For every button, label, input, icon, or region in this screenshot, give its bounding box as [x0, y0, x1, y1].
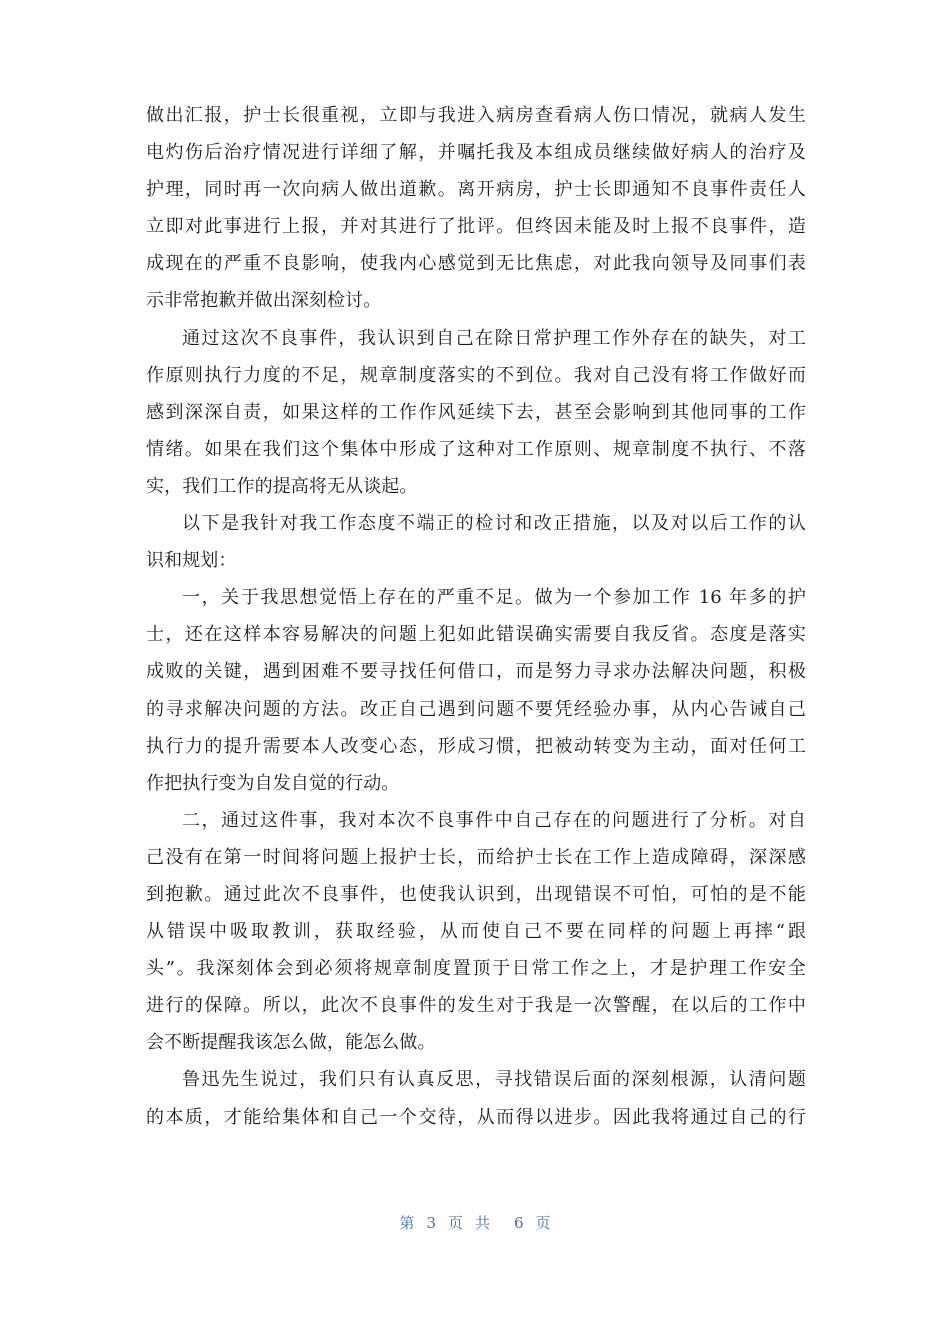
footer-label-ye: 页	[535, 1214, 551, 1232]
text-line: 通过这次不良事件，我认识到自己在除日常护理工作外存在的缺失，对工	[182, 327, 806, 349]
text-line: 从错误中吸取教训，获取经验，从而使自己不要在同样的问题上再摔“跟	[146, 921, 806, 943]
text-line: 一，关于我思想觉悟上存在的严重不足。做为一个参加工作 16 年多的护	[182, 587, 806, 609]
text-line: 进行的保障。所以，此次不良事件的发生对于我是一次警醒，在以后的工作中	[146, 995, 806, 1017]
document-body	[146, 97, 806, 1136]
text-line: 做出汇报，护士长很重视，立即与我进入病房查看病人伤口情况，就病人发生	[146, 105, 806, 126]
footer-label-ye-gong: 页共	[447, 1214, 502, 1232]
text-line: 作原则执行力度的不足，规章制度落实的不到位。我对自己没有将工作做好而	[146, 364, 806, 386]
text-line: 立即对此事进行上报，并对其进行了批评。但终因未能及时上报不良事件，造	[146, 216, 806, 238]
footer-label-di: 第	[399, 1214, 415, 1232]
text-line: 电灼伤后治疗情况进行详细了解，并嘱托我及本组成员继续做好病人的治疗及	[146, 142, 806, 164]
text-line: 成败的关键，遇到困难不要寻找任何借口，而是努力寻求办法解决问题，积极	[146, 661, 806, 683]
text-line: 以下是我针对我工作态度不端正的检讨和改正措施，以及对以后工作的认	[182, 513, 806, 535]
text-line: 的寻求解决问题的方法。改正自己遇到问题不要凭经验办事，从内心告诫自己	[146, 698, 806, 720]
text-line: 执行力的提升需要本人改变心态，形成习惯，把被动转变为主动，面对任何工	[146, 735, 806, 757]
text-line: 作把执行变为自发自觉的行动。	[146, 772, 400, 794]
text-line: 成现在的严重不良影响，使我内心感觉到无比焦虑，对此我向领导及同事们表	[146, 253, 806, 275]
text-line: 识和规划：	[146, 550, 237, 572]
page-footer	[0, 1212, 950, 1233]
text-line: 二，通过这件事，我对本次不良事件中自己存在的问题进行了分析。对自	[182, 809, 806, 831]
text-line: 实，我们工作的提高将无从谈起。	[146, 475, 418, 497]
footer-current-page: 3	[426, 1214, 436, 1232]
text-line: 士，还在这样本容易解决的问题上犯如此错误确实需要自我反省。态度是落实	[146, 624, 806, 646]
text-line: 情绪。如果在我们这个集体中形成了这种对工作原则、规章制度不执行、不落	[146, 438, 806, 460]
footer-total-pages: 6	[514, 1214, 524, 1232]
text-line: 头”。我深刻体会到必须将规章制度置顶于日常工作之上，才是护理工作安全	[146, 958, 806, 980]
text-line: 护理，同时再一次向病人做出道歉。离开病房，护士长即通知不良事件责任人	[146, 179, 806, 201]
text-line: 己没有在第一时间将问题上报护士长，而给护士长在工作上造成障碍，深深感	[146, 846, 806, 868]
text-line: 的本质，才能给集体和自己一个交待，从而得以进步。因此我将通过自己的行	[146, 1106, 806, 1128]
text-line: 到抱歉。通过此次不良事件，也使我认识到，出现错误不可怕，可怕的是不能	[146, 883, 806, 905]
text-line: 会不断提醒我该怎么做，能怎么做。	[146, 1032, 436, 1054]
text-line: 示非常抱歉并做出深刻检讨。	[146, 290, 382, 312]
text-line: 感到深深自责，如果这样的工作作风延续下去，甚至会影响到其他同事的工作	[146, 401, 806, 423]
text-line: 鲁迅先生说过，我们只有认真反思，寻找错误后面的深刻根源，认清问题	[182, 1069, 806, 1091]
